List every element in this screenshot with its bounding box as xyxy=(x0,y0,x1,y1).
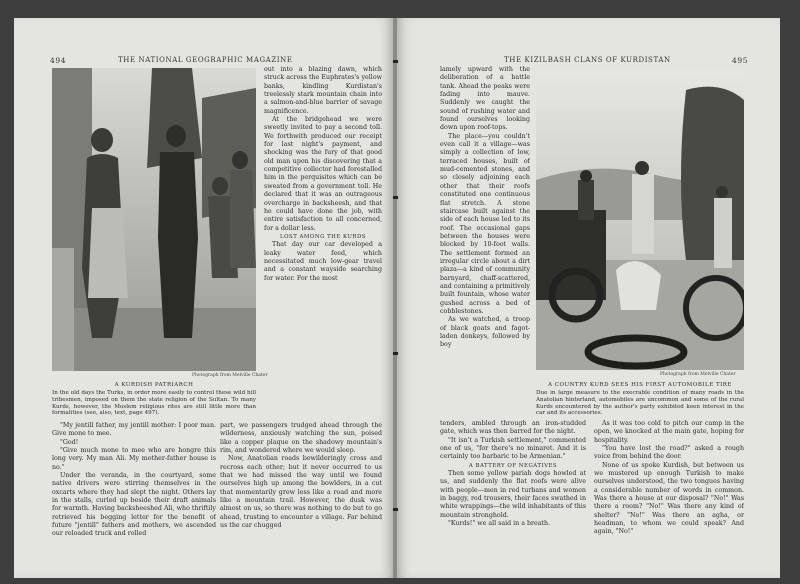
binding-hole xyxy=(393,508,398,511)
right-bottom-column-1 xyxy=(440,420,586,566)
left-paragraph: "God! xyxy=(60,438,79,446)
right-paragraph: "You have lost the road?" asked a rough voice from behind the door. xyxy=(594,445,744,461)
right-paragraph: None of us spoke Kurdish, but between us we mustered up enough Turkish to make ourselves understood, the two tongues having a considerable number of words in common. Was there a house at our disposal? "No!" Was there a room? "No!" Was there any kind of shelter? "No!" Was there an agha, or headman, to whom we could speak? And again, "No!" xyxy=(594,461,744,536)
right-page xyxy=(396,18,780,578)
left-paragraph: Under the veranda, in the courtyard, some native drivers were stirring themselves in the oxcarts where they had slept the night. Others lay in the stalls, curled up beside their draft animals for warmth. Having backsheeshed Ali, who thriftily retrieved his begging letter for the benefit of future "jentill" fathers and mothers, we ascended our reloaded truck and rolled xyxy=(52,472,216,538)
right-caption-title: A COUNTRY KURD SEES HIS FIRST AUTOMOBILE TIRE xyxy=(548,382,732,388)
right-paragraph: The place—you couldn't even call it a village—was simply a collection of low, terraced houses, built of mud-cemented stones, and so closely adjoining each other that their roofs constituted one continuous flat stretch. A stone staircase built against the side of each house led to its roof. The occasional gaps between the houses were blocked by 10-foot walls. The settlement formed an irregular circle about a dirt plaza—a kind of community barnyard, chaff-scattered, and containing a primitively built fountain, whose water gushed across a bed of cobblestones. xyxy=(440,132,530,315)
left-page xyxy=(14,18,394,578)
patriarch-photo-illustration xyxy=(52,68,256,371)
right-subhead: A BATTERY OF NEGATIVES xyxy=(468,462,558,469)
right-running-head: THE KIZILBASH CLANS OF KURDISTAN xyxy=(504,56,671,64)
right-page-number: 495 xyxy=(732,56,749,65)
left-paragraph: Now, Anatolian roads bewilderingly cross and recross each other; but it never occurred to us that we had missed the way until we found ourselves high up among the bowlders, in a cut that momentarily grew less like a road and more like a mountain trail. However, the dusk was almost on us, so there was nothing to do but to go ahead, trusting to encounter a village. Far behind us the car chugged xyxy=(220,455,382,530)
left-photo-credit: Photograph from Melville Chater xyxy=(192,373,268,378)
left-page-number: 494 xyxy=(50,56,67,65)
left-subhead: LOST AMONG THE KURDS xyxy=(280,233,366,240)
left-caption-text xyxy=(52,390,256,420)
right-paragraph: Then some yellow pariah dogs howled at us, and suddenly the flat roofs were alive with people—men in red turbans and women in baggy, red trousers, their faces swathed in white wrappings—the wild inhabitants of this mountain stronghold. xyxy=(440,470,586,519)
left-caption-paragraph: In the old days the Turks, in order more easily to control these wild hill tribesmen, imposed on them the state religion of the Sultan. To many Kurds, however, the Moslem religious rites are still little more than formalities (see, also, text, page 497). xyxy=(52,390,256,417)
binding-hole xyxy=(393,352,398,355)
binding-hole xyxy=(393,196,398,199)
left-running-head: THE NATIONAL GEOGRAPHIC MAGAZINE xyxy=(118,56,293,64)
left-paragraph: "My jentill father, my jentill mother: I poor man. Give mone to mee. xyxy=(52,422,216,438)
right-caption-text xyxy=(536,390,744,420)
left-paragraph: "Give much mone to mee who are hongre this long very. My man Ali. My mother-father house is no." xyxy=(52,447,216,471)
right-paragraph: "It isn't a Turkish settlement," commented one of us, "for there's no minaret. And it is certainly too barbaric to be Armenian." xyxy=(440,436,586,461)
right-paragraph: lamely upward with the deliberation of a battle tank. Ahead the peaks were fading into mauve. Suddenly we caught the sound of rushing water and found ourselves looking down upon roof-tops. xyxy=(440,66,530,132)
left-paragraph: part, we passengers trudged ahead through the wilderness, anxiously watching the sun, poised like a copper plaque on the shadowy mountain's rim, and wondered where we would sleep. xyxy=(220,422,382,455)
automobile-tire-photo xyxy=(536,70,744,370)
left-paragraph: At the bridgehead we were sweetly invited to pay a second toll. We forthwith produced our receipt for last night's payment, and shocking was the fury of that good old man upon his discovering that a competitive collector had forestalled him in the perquisites which can be sweated from a government toll. He declared that it was an outrageous overcharge in backsheesh, and that he could have done the job, with entire satisfaction to all concerned, for a dollar less. xyxy=(264,116,382,232)
left-caption-title: A KURDISH PATRIARCH xyxy=(114,382,194,388)
binding-hole xyxy=(393,60,398,63)
kurdish-patriarch-photo xyxy=(52,68,256,371)
left-paragraph: That day our car developed a leaky water feed, which necessitated much low-gear travel and a constant wayside searching for water. For the most xyxy=(264,241,382,282)
right-bottom-column-2 xyxy=(594,420,744,566)
left-paragraph: out into a blazing dawn, which struck across the Euphrates's yellow banks, kindling Kurdistan's treelessly stark mountain chain into a salmon-and-blue barrier of savage magnificence. xyxy=(264,66,382,115)
right-paragraph: As we watched, a troop of black goats and fagot-laden donkeys, followed by boy xyxy=(440,316,530,349)
right-paragraph: tenders, ambled through an iron-studded gate, which was then barred for the night. xyxy=(440,420,586,436)
right-paragraph: As it was too cold to pitch our camp in the open, we knocked at the main gate, hoping for hospitality. xyxy=(594,420,744,444)
right-top-left-column xyxy=(440,66,530,418)
right-photo-credit: Photograph from Melville Chater xyxy=(660,372,736,377)
right-caption-paragraph: Due in large measure to the execrable condition of many roads in the Anatolian hinterland, automobiles are uncommon and some of the rural Kurds encountered by the author's party exhibited keen interest in the car and its accessories. xyxy=(536,390,744,417)
tire-photo-illustration xyxy=(536,70,744,370)
book-gutter xyxy=(393,18,397,578)
left-top-right-column xyxy=(264,66,382,418)
right-paragraph: "Kurds!" we all said in a breath. xyxy=(448,520,551,528)
left-bottom-column-1 xyxy=(52,422,216,566)
left-bottom-column-2 xyxy=(220,422,382,566)
